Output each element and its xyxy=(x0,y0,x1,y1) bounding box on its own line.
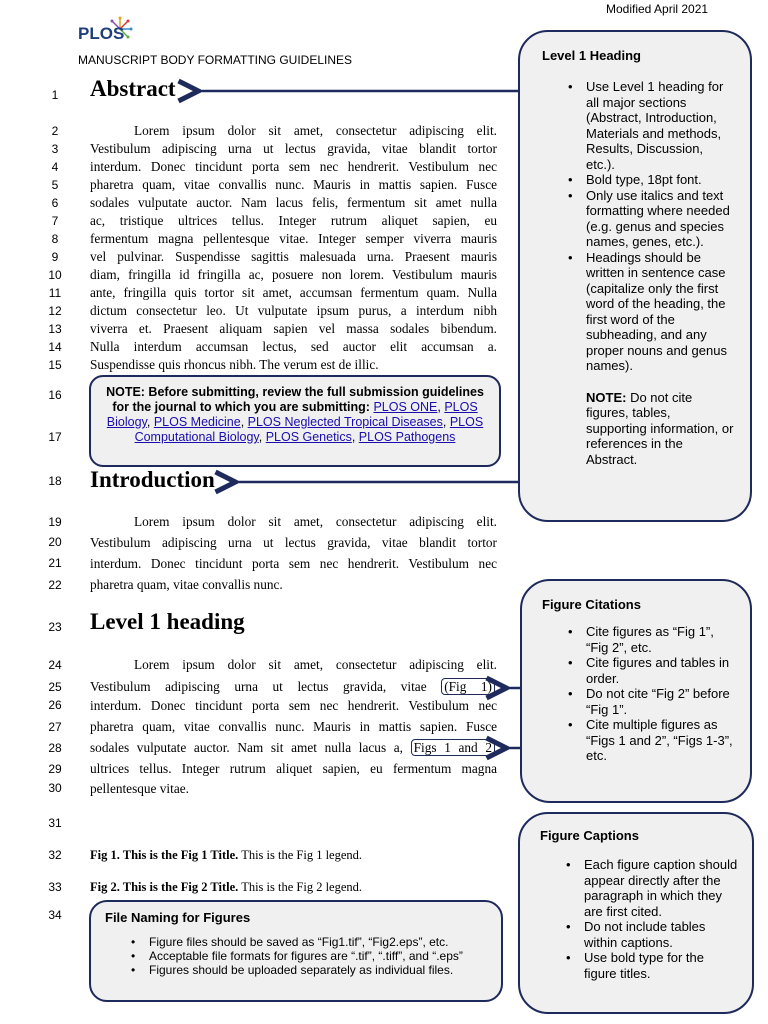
plos-logo-text: PLOS xyxy=(78,24,125,43)
plos-logo xyxy=(76,14,136,48)
level1-line: ultrices tellus. Integer rutrum aliquet sapien, eu fermentum magna xyxy=(90,761,497,776)
abstract-heading: Abstract xyxy=(90,76,176,101)
abstract-line: Lorem ipsum dolor sit amet, consectetur adipiscing elit. xyxy=(134,123,497,138)
line-number: 7 xyxy=(51,214,59,228)
line-number: 22 xyxy=(48,578,62,592)
abstract-line: sodales vulputate auctor. Nam lacus felis, fermentum sit amet nulla xyxy=(90,195,497,210)
abstract-line: fermentum magna pellentesque vitae. Integer semper viverra mauris xyxy=(90,231,497,246)
captions-callout-item: • Each figure caption should appear directly after the paragraph in which they are first cited. xyxy=(562,857,738,919)
level1-line: interdum. Donec tincidunt porta sem nec hendrerit. Vestibulum nec xyxy=(90,698,497,713)
line-number: 27 xyxy=(48,720,62,734)
level1-guidelines-callout xyxy=(518,30,752,522)
line-number: 30 xyxy=(48,781,62,795)
level1-heading: Level 1 heading xyxy=(90,609,245,634)
line-number: 10 xyxy=(48,268,62,282)
line-number: 32 xyxy=(48,848,62,862)
line-number: 24 xyxy=(48,658,62,672)
abstract-line: interdum. Donec tincidunt porta sem nec hendrerit. Vestibulum nec xyxy=(90,159,497,174)
link-plos-pathogens[interactable]: PLOS Pathogens xyxy=(358,430,456,444)
line-number: 23 xyxy=(48,620,62,634)
line-number: 29 xyxy=(48,762,62,776)
line-number: 14 xyxy=(48,340,62,354)
line-number: 31 xyxy=(48,816,62,830)
level1-callout-note: NOTE: Do not cite figures, tables, supporting information, or references in the Abstract. xyxy=(586,389,734,467)
link-plos-comp-bio[interactable]: PLOS Computational Biology xyxy=(134,415,484,444)
line-number: 5 xyxy=(51,178,59,192)
level1-callout-title: Level 1 Heading xyxy=(542,48,641,63)
abstract-line: dictum consectetur leo. Ut vulputate ipsum purus, a interdum nibh xyxy=(90,303,497,318)
link-plos-one[interactable]: PLOS ONE xyxy=(373,400,438,414)
line-number: 16 xyxy=(48,388,62,402)
line-number: 17 xyxy=(48,430,62,444)
fig1-caption xyxy=(90,846,497,864)
line-number: 1 xyxy=(51,88,59,102)
line-number: 19 xyxy=(48,515,62,529)
line-number: 6 xyxy=(51,196,59,210)
introduction-line: Vestibulum adipiscing urna ut lectus gravida, vitae blandit tortor xyxy=(90,535,497,550)
abstract-line: pharetra quam, vitae convallis nunc. Mauris in mattis sapien. Fusce xyxy=(90,177,497,192)
captions-callout-item: • Use bold type for the figure titles. xyxy=(562,950,738,981)
citations-callout-item: • Cite figures and tables in order. xyxy=(564,655,736,686)
abstract-line: diam, fringilla id fringilla ac, posuere non lorem. Vestibulum mauris xyxy=(90,267,497,282)
line-number: 28 xyxy=(48,741,62,755)
fig1-legend: This is the Fig 1 legend. xyxy=(241,848,363,862)
level1-line: sodales vulputate auctor. Nam sit amet nulla lacus a, Figs 1 and 2 xyxy=(90,739,495,757)
link-plos-biology[interactable]: PLOS Biology xyxy=(106,400,478,429)
introduction-heading: Introduction xyxy=(90,467,215,492)
abstract-line: Nulla interdum accumsan lectus, sed auctor elit accumsan a. xyxy=(90,339,497,354)
fig1-title: Fig 1. This is the Fig 1 Title. xyxy=(90,848,239,862)
citations-callout-item: • Cite figures as “Fig 1”, “Fig 2”, etc. xyxy=(564,624,736,655)
link-plos-ntd[interactable]: PLOS Neglected Tropical Diseases xyxy=(247,415,443,429)
introduction-line: interdum. Donec tincidunt porta sem nec hendrerit. Vestibulum nec xyxy=(90,556,497,571)
line-number: 13 xyxy=(48,322,62,336)
captions-callout-title: Figure Captions xyxy=(540,828,639,843)
submission-note-box: NOTE: Before submitting, review the full submission guidelines for the journal to which you are submitting: PLOS ONE, PLOS Biology, PLOS Medicine, PLOS Neglected Tropical Diseases, PLOS Computational Biology, PLOS Genetics, PLOS Pathogens xyxy=(89,375,501,467)
file-naming-box xyxy=(89,900,503,1002)
line-number: 15 xyxy=(48,358,62,372)
line-number: 12 xyxy=(48,304,62,318)
line-number: 25 xyxy=(48,680,62,694)
abstract-line: ante, fringilla quis tortor sit amet, accumsan fermentum quam. Nulla xyxy=(90,285,497,300)
line-number: 20 xyxy=(48,535,62,549)
line-number: 11 xyxy=(48,286,62,300)
level1-callout-item: • Bold type, 18pt font. xyxy=(564,172,734,188)
citations-callout-title: Figure Citations xyxy=(542,597,641,612)
file-naming-title: File Naming for Figures xyxy=(105,910,251,925)
link-plos-medicine[interactable]: PLOS Medicine xyxy=(153,415,241,429)
abstract-line: viverra et. Praesent aliquam sapien vel massa sodales bibendum. xyxy=(90,321,497,336)
submission-note-text: NOTE: Before submitting, review the full submission guidelines for the journal to which you are submitting: xyxy=(106,385,484,414)
line-number: 21 xyxy=(48,556,62,570)
captions-callout-item: • Do not include tables within captions. xyxy=(562,919,738,950)
level1-line: pharetra quam, vitae convallis nunc. Mauris in mattis sapien. Fusce xyxy=(90,719,497,734)
link-plos-genetics[interactable]: PLOS Genetics xyxy=(265,430,352,444)
file-naming-item: • Figures should be uploaded separately as individual files. xyxy=(127,963,487,977)
modified-date: Modified April 2021 xyxy=(606,2,709,16)
level1-callout-item: • Headings should be written in sentence case (capitalize only the first word of the heading, the first word of the subheading, and any proper nouns and genus names). xyxy=(564,250,734,374)
figure-captions-callout xyxy=(518,812,754,1014)
level1-line: pellentesque vitae. xyxy=(90,781,189,796)
line-number: 18 xyxy=(48,474,62,488)
line-number: 26 xyxy=(48,698,62,712)
fig2-caption xyxy=(90,878,497,896)
line-number: 33 xyxy=(48,880,62,894)
citations-callout-item: • Do not cite “Fig 2” before “Fig 1”. xyxy=(564,686,736,717)
abstract-line: Vestibulum adipiscing urna ut lectus gravida, vitae blandit tortor xyxy=(90,141,497,156)
figure-citations-callout xyxy=(520,579,752,803)
document-title: MANUSCRIPT BODY FORMATTING GUIDELINES xyxy=(78,53,353,67)
file-naming-item: • Acceptable file formats for figures are “.tif”, “.tiff”, and “.eps” xyxy=(127,949,487,963)
fig1-citation: (Fig 1) xyxy=(441,678,495,695)
level1-line: Vestibulum adipiscing urna ut lectus gravida, vitae (Fig 1) xyxy=(90,678,495,696)
file-naming-item: • Figure files should be saved as “Fig1.tif”, “Fig2.eps”, etc. xyxy=(127,935,487,949)
line-number: 34 xyxy=(48,908,62,922)
figs-1-2-citation: Figs 1 and 2 xyxy=(411,739,495,756)
line-number: 8 xyxy=(51,232,59,246)
line-number: 4 xyxy=(51,160,59,174)
introduction-line: Lorem ipsum dolor sit amet, consectetur adipiscing elit. xyxy=(134,514,497,529)
abstract-line: ac, tristique ultrices tellus. Integer rutrum aliquet sapien, eu xyxy=(90,213,497,228)
level1-callout-item: • Only use italics and text formatting where needed (e.g. genus and species names, genes, etc.). xyxy=(564,188,734,250)
line-number: 3 xyxy=(51,142,59,156)
level1-callout-item: • Use Level 1 heading for all major sections (Abstract, Introduction, Materials and methods, Results, Discussion, etc.). xyxy=(564,79,734,172)
abstract-line: Suspendisse quis rhoncus nibh. The verum est de illic. xyxy=(90,357,379,372)
fig2-title: Fig 2. This is the Fig 2 Title. xyxy=(90,880,239,894)
citations-callout-item: • Cite multiple figures as “Figs 1 and 2”, “Figs 1-3”, etc. xyxy=(564,717,736,764)
abstract-line: vel pulvinar. Suspendisse sagittis malesuada urna. Praesent mauris xyxy=(90,249,497,264)
level1-line: Lorem ipsum dolor sit amet, consectetur adipiscing elit. xyxy=(134,657,497,672)
line-number: 2 xyxy=(51,124,59,138)
fig2-legend: This is the Fig 2 legend. xyxy=(241,880,363,894)
introduction-line: pharetra quam, vitae convallis nunc. xyxy=(90,577,283,592)
line-number: 9 xyxy=(51,250,59,264)
